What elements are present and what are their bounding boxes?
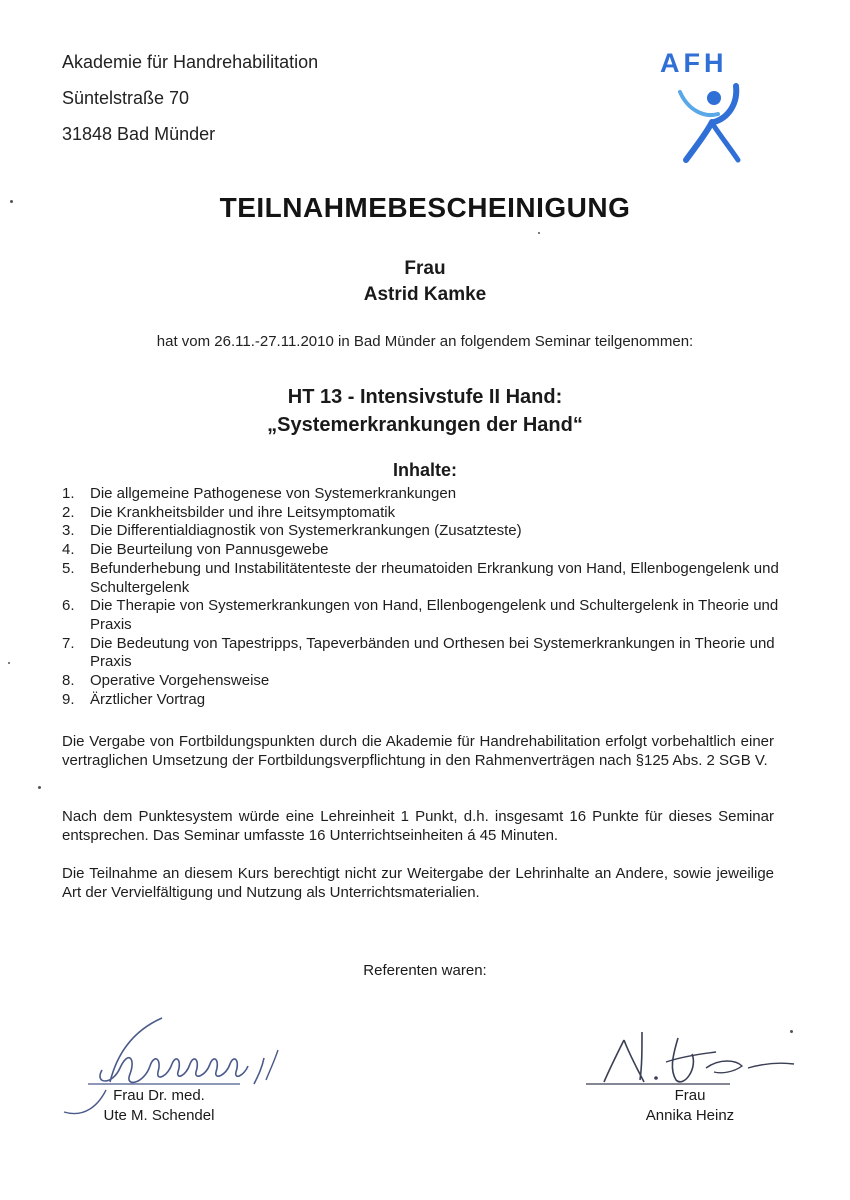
list-item (62, 485, 782, 504)
list-item-number: 7. (62, 634, 75, 652)
list-item-text: Die Krankheitsbilder und ihre Leitsymptomatik (90, 503, 396, 521)
referent-right-name (600, 1086, 780, 1126)
list-item-number: 6. (62, 597, 75, 615)
scan-speck (10, 200, 13, 203)
list-item (62, 691, 782, 710)
afh-logo (652, 48, 782, 168)
city: 31848 Bad Münder (62, 124, 216, 144)
address-block (62, 44, 318, 152)
list-item-text: Die Bedeutung von Tapestripps, Tapeverbänden und Orthesen bei Systemerkrankungen in Theorie und Praxis (90, 634, 775, 671)
intro-text: hat vom 26.11.-27.11.2010 in Bad Münder an folgendem Seminar teilgenommen: (156, 333, 694, 350)
list-item-number: 1. (62, 485, 75, 502)
referent-left-fullname: Ute M. Schendel (103, 1107, 215, 1124)
page-title: TEILNAHMEBESCHEINIGUNG (219, 192, 631, 223)
list-item (62, 560, 782, 597)
seminar-line-2: „Systemerkrankungen der Hand“ (267, 414, 583, 436)
list-item (62, 635, 782, 672)
logo-text: AFH (660, 48, 728, 78)
list-item-text: Die Therapie von Systemerkrankungen von Hand, Ellenbogengelenk und Schultergelenk in Theorie und Praxis (90, 597, 779, 633)
scan-speck (38, 786, 41, 789)
list-item-text: Operative Vorgehensweise (90, 672, 270, 690)
list-item-number: 5. (62, 559, 75, 577)
contents-list (62, 485, 782, 709)
list-item-number: 3. (62, 522, 75, 540)
participant-name: Astrid Kamke (363, 284, 487, 305)
list-item (62, 541, 782, 560)
street: Süntelstraße 70 (62, 88, 190, 108)
list-item-text: Die Differentialdiagnostik von Systemerkrankungen (Zusatzteste) (90, 522, 522, 540)
list-item-text: Befunderhebung und Instabilitätenteste der rheumatoiden Erkrankung von Hand, Ellenbogengelenk und Schultergelenk (90, 559, 779, 596)
list-item (62, 504, 782, 523)
seminar-line-1: HT 13 - Intensivstufe II Hand: (287, 386, 563, 408)
signature-right (580, 1010, 820, 1090)
paragraph-training-points: Die Vergabe von Fortbildungspunkten durch die Akademie für Handrehabilitation erfolgt vorbehaltlich einer vertraglichen Umsetzung der Fortbildungsverpflichtung in den Rahmenverträgen nach §125 Abs. 2 SGB V. (62, 733, 774, 769)
seminar-title (0, 383, 850, 439)
list-item-text: Die Beurteilung von Pannusgewebe (90, 541, 329, 559)
referent-left-name (74, 1086, 244, 1126)
list-item-text: Die allgemeine Pathogenese von Systemerkrankungen (90, 485, 457, 502)
participant-block (0, 256, 850, 308)
list-item-text: Ärztlicher Vortrag (90, 690, 206, 708)
list-item-number: 9. (62, 690, 75, 708)
referents-heading: Referenten waren: (363, 962, 487, 979)
logo-figure-icon (652, 48, 782, 168)
participant-salutation: Frau (404, 258, 446, 279)
paragraph-usage-rights: Die Teilnahme an diesem Kurs berechtigt nicht zur Weitergabe der Lehrinhalte an Andere, sowie jeweilige Art der Vervielfältigung und Nutzung als Unterrichtsmaterialien. (62, 865, 774, 901)
list-item (62, 597, 782, 634)
referent-right-title: Frau (674, 1087, 706, 1104)
referent-left-title: Frau Dr. med. (113, 1087, 205, 1104)
org-name: Akademie für Handrehabilitation (62, 52, 319, 72)
list-item-number: 2. (62, 503, 75, 521)
list-item (62, 522, 782, 541)
list-item (62, 672, 782, 691)
contents-heading: Inhalte: (392, 460, 457, 480)
list-item-number: 4. (62, 541, 75, 559)
paragraph-points-system: Nach dem Punktesystem würde eine Lehreinheit 1 Punkt, d.h. insgesamt 16 Punkte für dieses Seminar entsprechen. Das Seminar umfasste 16 Unterrichtseinheiten á 45 Minuten. (62, 808, 774, 844)
scan-speck (538, 232, 540, 234)
scan-speck (790, 1030, 793, 1033)
scan-speck (8, 662, 10, 664)
referent-right-fullname: Annika Heinz (645, 1107, 735, 1124)
list-item-number: 8. (62, 672, 75, 690)
